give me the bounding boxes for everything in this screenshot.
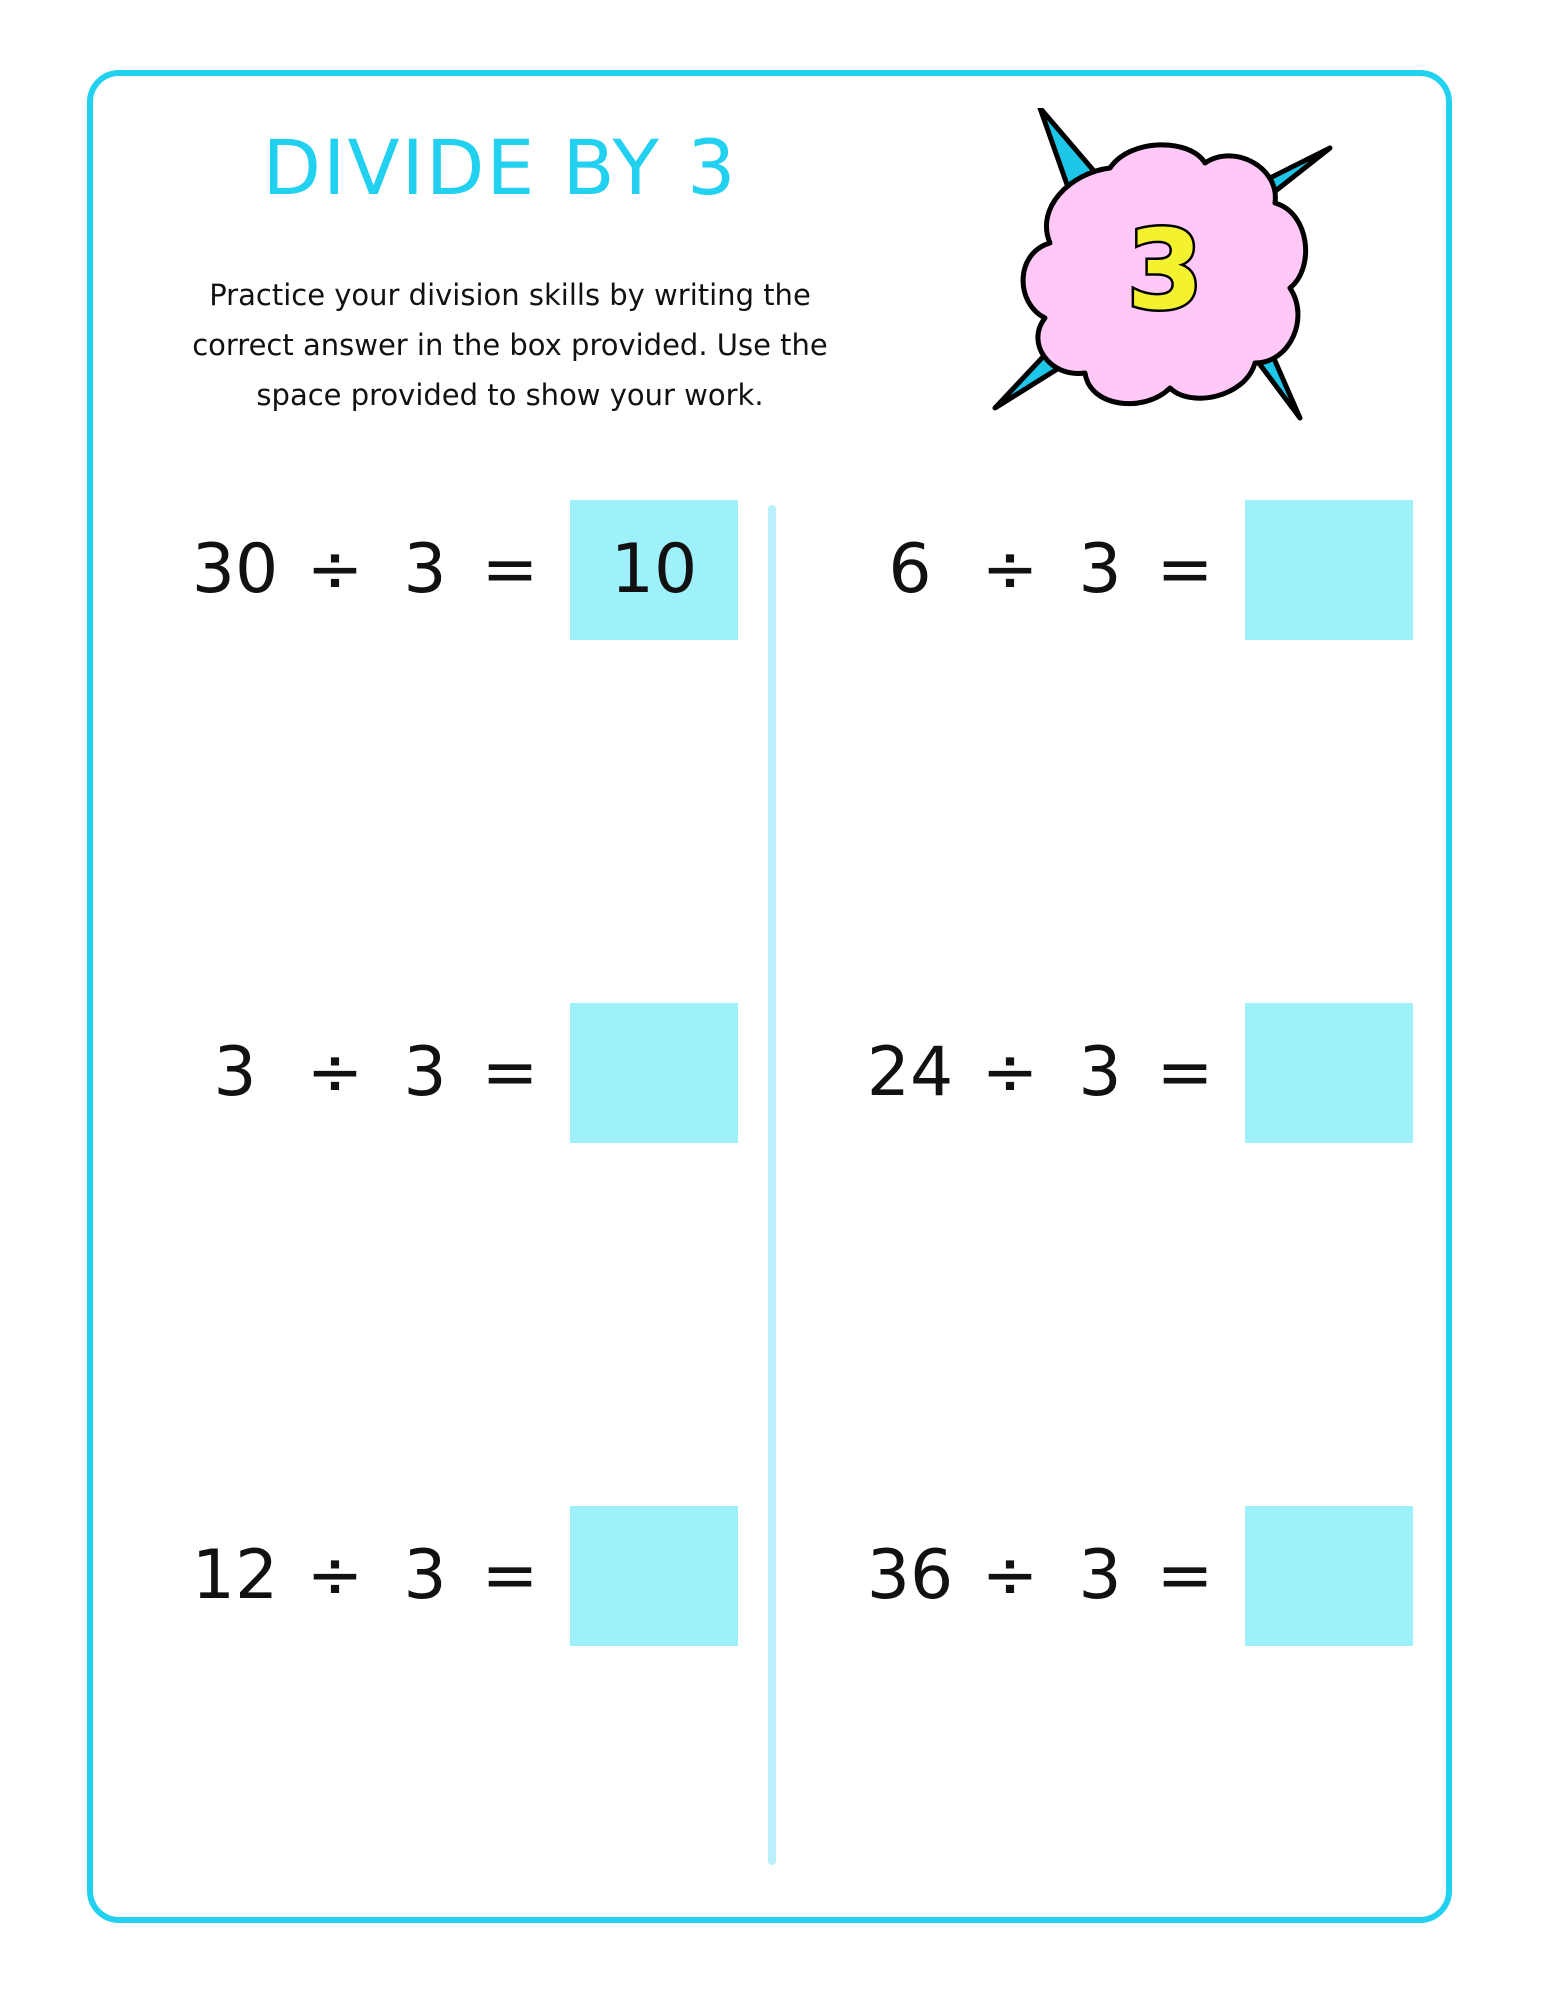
answer-box[interactable] <box>570 1003 738 1143</box>
number-badge-icon <box>990 108 1340 428</box>
division-problem <box>855 1003 1455 1143</box>
divide-sign: ÷ <box>306 1536 364 1615</box>
divide-sign: ÷ <box>981 530 1039 609</box>
division-problem <box>855 500 1455 640</box>
instructions-text: Practice your division skills by writing the correct answer in the box provided. Use the space provided to show your work. <box>192 278 828 412</box>
divide-sign: ÷ <box>981 1536 1039 1615</box>
divisor: 3 <box>403 1033 447 1112</box>
equals-sign: = <box>1156 1033 1214 1112</box>
divide-sign: ÷ <box>306 530 364 609</box>
badge-number: 3 <box>1126 206 1204 334</box>
dividend: 3 <box>213 1033 257 1112</box>
worksheet-title: DIVIDE BY 3 <box>262 123 738 212</box>
divide-sign: ÷ <box>306 1033 364 1112</box>
answer-box[interactable] <box>1245 500 1413 640</box>
answer-box[interactable] <box>1245 1003 1413 1143</box>
divisor: 3 <box>1078 530 1122 609</box>
column-divider <box>768 505 776 1865</box>
equals-sign: = <box>481 1536 539 1615</box>
dividend: 12 <box>191 1536 279 1615</box>
equals-sign: = <box>1156 1536 1214 1615</box>
answer-box[interactable] <box>1245 1506 1413 1646</box>
answer-box[interactable]: 10 <box>570 500 738 640</box>
equals-sign: = <box>481 1033 539 1112</box>
equals-sign: = <box>1156 530 1214 609</box>
divisor: 3 <box>1078 1536 1122 1615</box>
division-problem <box>180 1003 780 1143</box>
divisor: 3 <box>403 530 447 609</box>
division-problem <box>855 1506 1455 1646</box>
dividend: 6 <box>888 530 932 609</box>
division-problem <box>180 500 780 640</box>
equals-sign: = <box>481 530 539 609</box>
dividend: 24 <box>866 1033 954 1112</box>
divisor: 3 <box>1078 1033 1122 1112</box>
answer-box[interactable] <box>570 1506 738 1646</box>
dividend: 30 <box>191 530 279 609</box>
divide-sign: ÷ <box>981 1033 1039 1112</box>
dividend: 36 <box>866 1536 954 1615</box>
division-problem <box>180 1506 780 1646</box>
divisor: 3 <box>403 1536 447 1615</box>
